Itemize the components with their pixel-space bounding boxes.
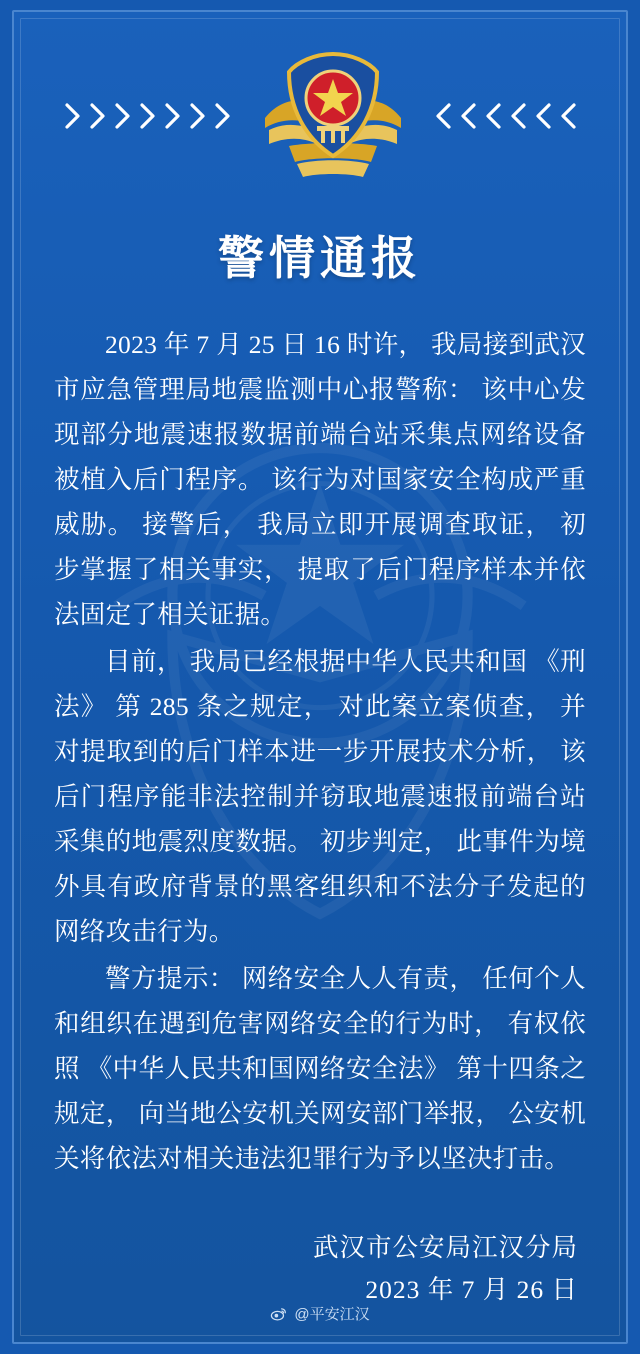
chevron-right-icon [190,103,206,129]
signature-issuer: 武汉市公安局江汉分局 [312,1233,578,1262]
chevron-right-icon [65,103,81,129]
chevron-right-icon [90,103,106,129]
signature-block [14,1227,578,1311]
chevron-right-icon [140,103,156,129]
police-notice-poster [12,10,628,1344]
notice-paragraph: 目前， 我局已经根据中华人民共和国 《刑法》 第 285 条之规定， 对此案立案侦查， 并对提取到的后门样本进一步开展技术分析， 该后门程序能非法控制并窃取地震速报前端台站采集的地震烈度数据。 初步判定， 此事件为境外具有政府背景的黑客组织和不法分子发起的网络攻击行为。 [54,647,586,946]
signature-date: 2023 年 7 月 26 日 [365,1275,578,1304]
page-title: 警情通报 [218,232,422,284]
notice-paragraph: 2023 年 7 月 25 日 16 时许， 我局接到武汉市应急管理局地震监测中心报警称： 该中心发现部分地震速报数据前端台站采集点网络设备被植入后门程序。 该行为对国家安全构成严重威胁。 接警后， 我局立即开展调查取证， 初步掌握了相关事实， 提取了后门程序样本并依法固定了相关证据。 [54,330,586,629]
weibo-icon [270,1305,287,1322]
weibo-credit [14,1303,626,1324]
chevron-left-icon [535,103,551,129]
chevron-left-icon [435,103,451,129]
chevron-right-icon [215,103,231,129]
chevron-left-icon [460,103,476,129]
chevron-left-icon [560,103,576,129]
chevron-group-right [435,103,576,129]
chevron-group-left [65,103,231,129]
chevron-right-icon [115,103,131,129]
notice-paragraph: 警方提示： 网络安全人人有责， 任何个人和组织在遇到危害网络安全的行为时， 有权依照 《中华人民共和国网络安全法》 第十四条之规定， 向当地公安机关网安部门举报， 公安机关将依法对相关违法犯罪行为予以坚决打击。 [54,964,586,1173]
police-badge-emblem-icon [259,46,407,186]
chevron-left-icon [510,103,526,129]
weibo-account-label: @平安江汉 [294,1306,370,1323]
notice-body [54,322,586,1181]
chevron-right-icon [165,103,181,129]
chevron-left-icon [485,103,501,129]
poster-header [14,36,626,196]
